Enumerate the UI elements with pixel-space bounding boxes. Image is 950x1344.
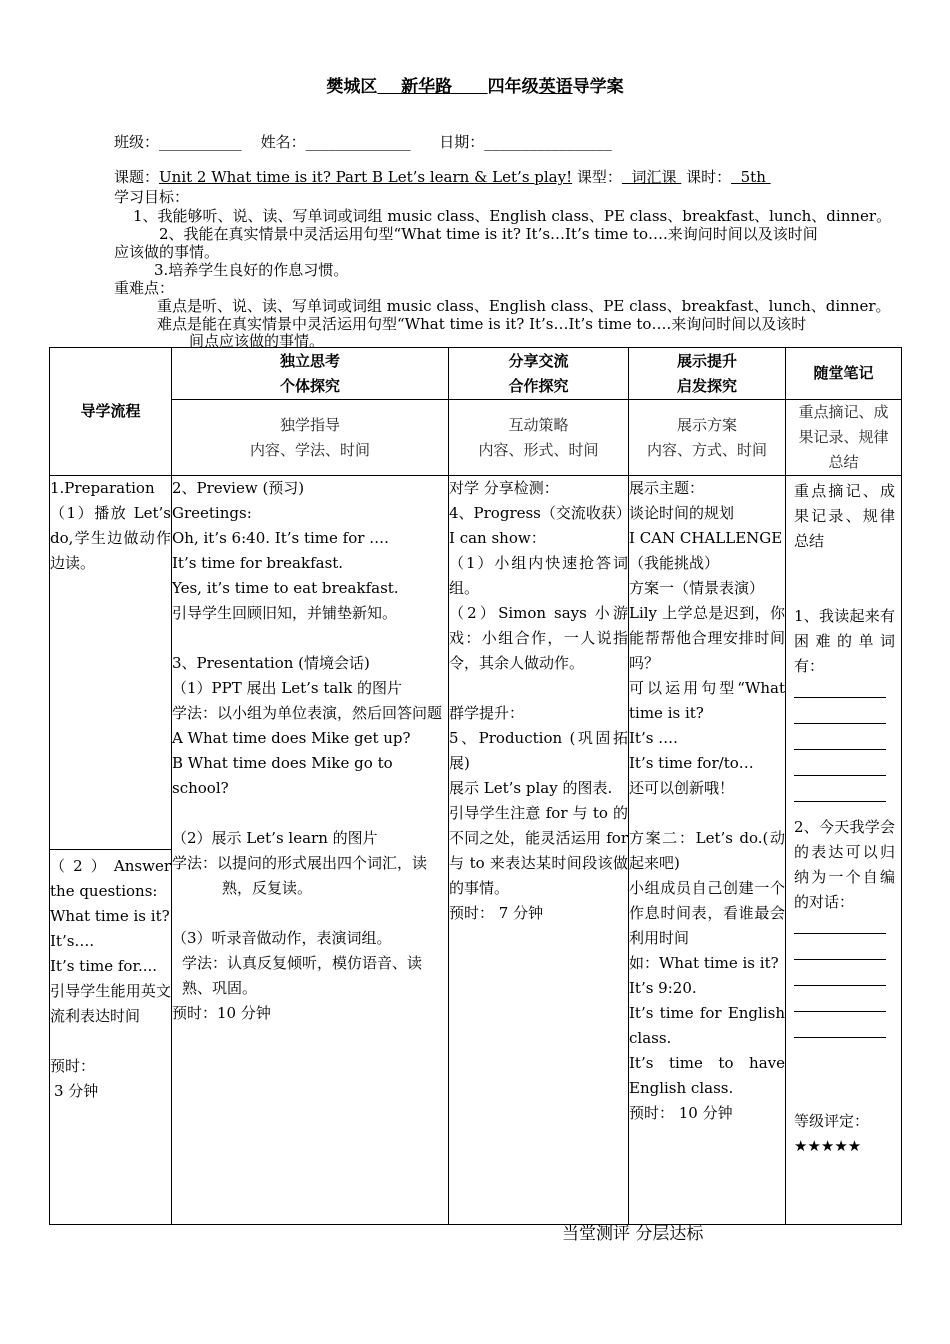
name-label: 姓名： <box>260 133 306 151</box>
header-share: 分享交流 合作探究 <box>449 348 629 400</box>
show-content: 展示主题： 谈论时间的规划 I CAN CHALLENGE （我能挑战） 方案一（情景表演） Lily 上学总是迟到，你能帮帮他合理安排时间吗？ 可以运用句型“What time is it? It’s …. It’s time for/to… 还可以创新哦！ 方案二：Let’s do.(动起来吧) 小组成员自己创建一个作息时间表，看谁最会利用时间 如：What time is it? It’s 9:20. It’s time for English class. It’s time to have English class. 预时： 10 分钟 <box>629 476 786 1225</box>
share-content: 对学 分享检测： 4、Progress（交流收获） I can show： （1）小组内快速抢答词组。 （2）Simon says 小游戏：小组合作，一人说指令，其余人做动作。 群学提升： 5、Production (巩固拓展) 展示 Let’s play 的图表. 引导学生注意 for 与 to 的不同之处，能灵活运用 for 与 to 来表达某时间段该做的事情。 预时： 7 分钟 <box>449 476 629 1225</box>
flow-preparation: 1.Preparation （1）播放 Let’s do,学生边做动作边读。 <box>50 476 172 850</box>
header-show: 展示提升 启发探究 <box>629 348 786 400</box>
info-row <box>114 131 612 152</box>
type-value: 词汇课 <box>631 168 677 186</box>
title-grade: 四年级 <box>487 77 539 97</box>
note-blank[interactable] <box>794 1019 886 1038</box>
date-field[interactable]: _________________ <box>484 133 612 151</box>
title-school: 新华路 <box>401 77 453 97</box>
notes-content: 重点摘记、成果记录、规律总结 1、我读起来有困难的单词有： 2、今天我学会的表达可以归纳为一个自编的对话： 等级评定： ★★★★★ <box>786 476 902 1225</box>
date-label: 日期： <box>439 133 485 151</box>
note-blank[interactable] <box>794 993 886 1012</box>
note-blank[interactable] <box>794 941 886 960</box>
topic-value: Unit 2 What time is it? Part B Let’s learn & Let’s play! <box>159 168 573 186</box>
sub-share: 互动策略 内容、形式、时间 <box>449 400 629 476</box>
difficult-point: 难点是能在真实情景中灵活运用句型“What time is it? It’s…It’s time to….来询问时间以及该时 <box>157 315 807 333</box>
independent-content: 2、Preview (预习) Greetings: Oh, it’s 6:40. It’s time for …. It’s time for breakfast. Yes, it’s time to eat breakfast. 引导学生回顾旧知，并铺垫新知。 3、Presentation (情境会话) （1）PPT 展出 Let’s talk 的图片 学法：以小组为单位表演，然后回答问题 A What time does Mike get up? B What time does Mike go to school? （2）展示 Let’s learn 的图片 学法：以提问的形式展出四个词汇，读熟，反复读。 （3）听录音做动作，表演词组。 学法：认真反复倾听，模仿语音、读熟、巩固。 预时：10 分钟 <box>172 476 449 1225</box>
title-district: 樊城区 <box>326 77 378 97</box>
difficult-point-cont: 间点应该做的事情。 <box>189 332 325 350</box>
class-field[interactable]: ___________ <box>159 133 242 151</box>
topic-row <box>114 166 771 187</box>
goal-2-cont: 应该做的事情。 <box>114 243 220 261</box>
note-blank[interactable] <box>794 679 886 698</box>
note-blank[interactable] <box>794 915 886 934</box>
sub-show: 展示方案 内容、方式、时间 <box>629 400 786 476</box>
sub-independent: 独学指导 内容、学法、时间 <box>172 400 449 476</box>
note-blank[interactable] <box>794 731 886 750</box>
title-subject: 英语 <box>538 77 573 97</box>
rating-stars[interactable]: ★★★★★ <box>794 1137 862 1155</box>
footer-section-title: 当堂测评 分层达标 <box>562 1224 704 1244</box>
header-independent: 独立思考 个体探究 <box>172 348 449 400</box>
class-label: 班级： <box>114 133 160 151</box>
period-label: 课时： <box>686 168 732 186</box>
title-suffix: 导学案 <box>572 77 624 97</box>
topic-label: 课题： <box>114 168 160 186</box>
note-blank[interactable] <box>794 757 886 776</box>
header-flow: 导学流程 <box>50 348 172 476</box>
goal-1: 1、我能够听、说、读、写单词或词组 music class、English class、PE class、breakfast、lunch、dinner。 <box>133 207 892 225</box>
goal-2: 2、我能在真实情景中灵活运用句型“What time is it? It’s…It’s time to….来询问时间以及该时间 <box>159 225 818 243</box>
name-field[interactable]: ______________ <box>305 133 411 151</box>
note-blank[interactable] <box>794 705 886 724</box>
note-blank[interactable] <box>794 967 886 986</box>
period-value: 5th <box>740 168 766 186</box>
type-label: 课型： <box>576 168 622 186</box>
key-label: 重难点： <box>114 279 175 297</box>
guide-table <box>49 347 902 1225</box>
page-title <box>0 72 950 97</box>
header-notes: 随堂笔记 <box>786 348 902 400</box>
key-point: 重点是听、说、读、写单词或词组 music class、English class、PE class、breakfast、lunch、dinner。 <box>157 297 891 315</box>
flow-answer: （2）Answer the questions: What time is it? It’s…. It’s time for.... 引导学生能用英文流利表达时间 预时： 3 分钟 <box>50 850 172 1225</box>
sub-notes: 重点摘记、成果记录、规律总结 <box>786 400 902 476</box>
goal-3: 3.培养学生良好的作息习惯。 <box>154 261 349 279</box>
note-blank[interactable] <box>794 783 886 802</box>
goals-label: 学习目标： <box>114 188 190 206</box>
